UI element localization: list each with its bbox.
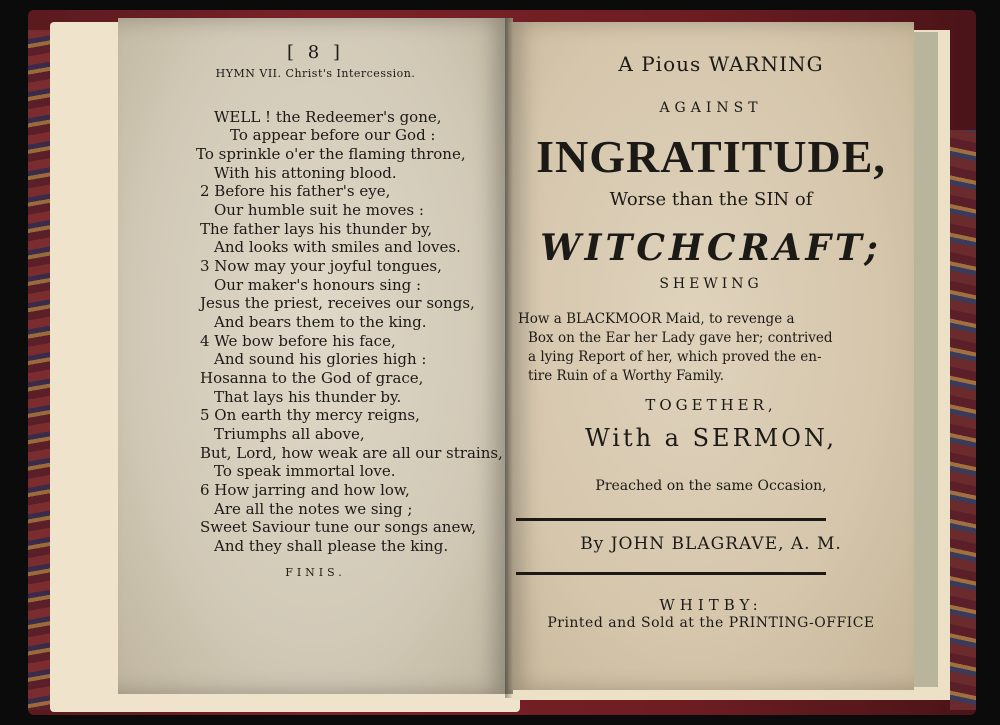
title-page (508, 22, 914, 690)
marbled-board-right (950, 130, 976, 710)
title-line-against: AGAINST (659, 100, 763, 116)
verse-line: Sweet Saviour tune our songs anew, (200, 518, 477, 536)
hymn-title: HYMN VII. Christ's Intercession. (215, 67, 416, 80)
verse-line: 3 Now may your joyful tongues, (200, 257, 442, 275)
verse-line: That lays his thunder by. (214, 388, 402, 406)
finis-text: FINIS. (285, 566, 346, 579)
verse-line: Our maker's honours sing : (214, 276, 422, 294)
verse-line: And they shall please the king. (214, 537, 449, 555)
imprint-place: WHITBY: (659, 596, 763, 614)
verse-line: 6 How jarring and how low, (200, 481, 410, 499)
verse-line: 5 On earth thy mercy reigns, (200, 406, 420, 424)
title-line-preached: Preached on the same Occasion, (595, 478, 827, 494)
verse-line: And looks with smiles and loves. (214, 238, 461, 256)
title-line-witchcraft: WITCHCRAFT; (540, 227, 882, 269)
verse-line: And bears them to the king. (214, 313, 427, 331)
title-line-together: TOGETHER, (645, 396, 777, 414)
title-line-warning: A Pious WARNING (618, 52, 824, 76)
rule-bottom (516, 572, 826, 575)
imprint-line: Printed and Sold at the PRINTING-OFFICE (547, 615, 875, 631)
title-line-shewing: SHEWING (659, 276, 763, 292)
title-description (518, 310, 898, 386)
verse-line: To appear before our God : (230, 126, 436, 144)
verse-line: Jesus the priest, receives our songs, (200, 294, 475, 312)
verse-line: With his attoning blood. (214, 164, 397, 182)
verse-line: Hosanna to the God of grace, (200, 369, 424, 387)
verse-line: 4 We bow before his face, (200, 332, 396, 350)
verse-line: And sound his glories high : (214, 350, 427, 368)
title-line-sermon: With a SERMON, (585, 424, 837, 452)
title-line-ingratitude: INGRATITUDE, (536, 131, 886, 182)
title-line-worse: Worse than the SIN of (609, 189, 813, 210)
verse-line: 2 Before his father's eye, (200, 182, 391, 200)
verse-line: Are all the notes we sing ; (214, 500, 413, 518)
description-line: a lying Report of her, which proved the en- (528, 349, 822, 365)
description-line: Box on the Ear her Lady gave her; contrived (528, 330, 833, 346)
author-line: By JOHN BLAGRAVE, A. M. (580, 534, 842, 554)
description-line: tire Ruin of a Worthy Family. (528, 368, 725, 384)
verse-line: To sprinkle o'er the flaming throne, (196, 145, 466, 163)
verse-line: Triumphs all above, (214, 425, 365, 443)
verse-line: WELL ! the Redeemer's gone, (214, 108, 442, 126)
rule-top (516, 518, 826, 521)
verse-line: But, Lord, how weak are all our strains, (200, 444, 503, 462)
verse-line: The father lays his thunder by, (200, 220, 433, 238)
verse-line: To speak immortal love. (214, 462, 396, 480)
description-line: How a BLACKMOOR Maid, to revenge a (518, 311, 795, 327)
page-number: [ 8 ] (287, 42, 344, 63)
left-page (118, 18, 513, 694)
book-gutter (505, 18, 513, 698)
verse-line: Our humble suit he moves : (214, 201, 424, 219)
